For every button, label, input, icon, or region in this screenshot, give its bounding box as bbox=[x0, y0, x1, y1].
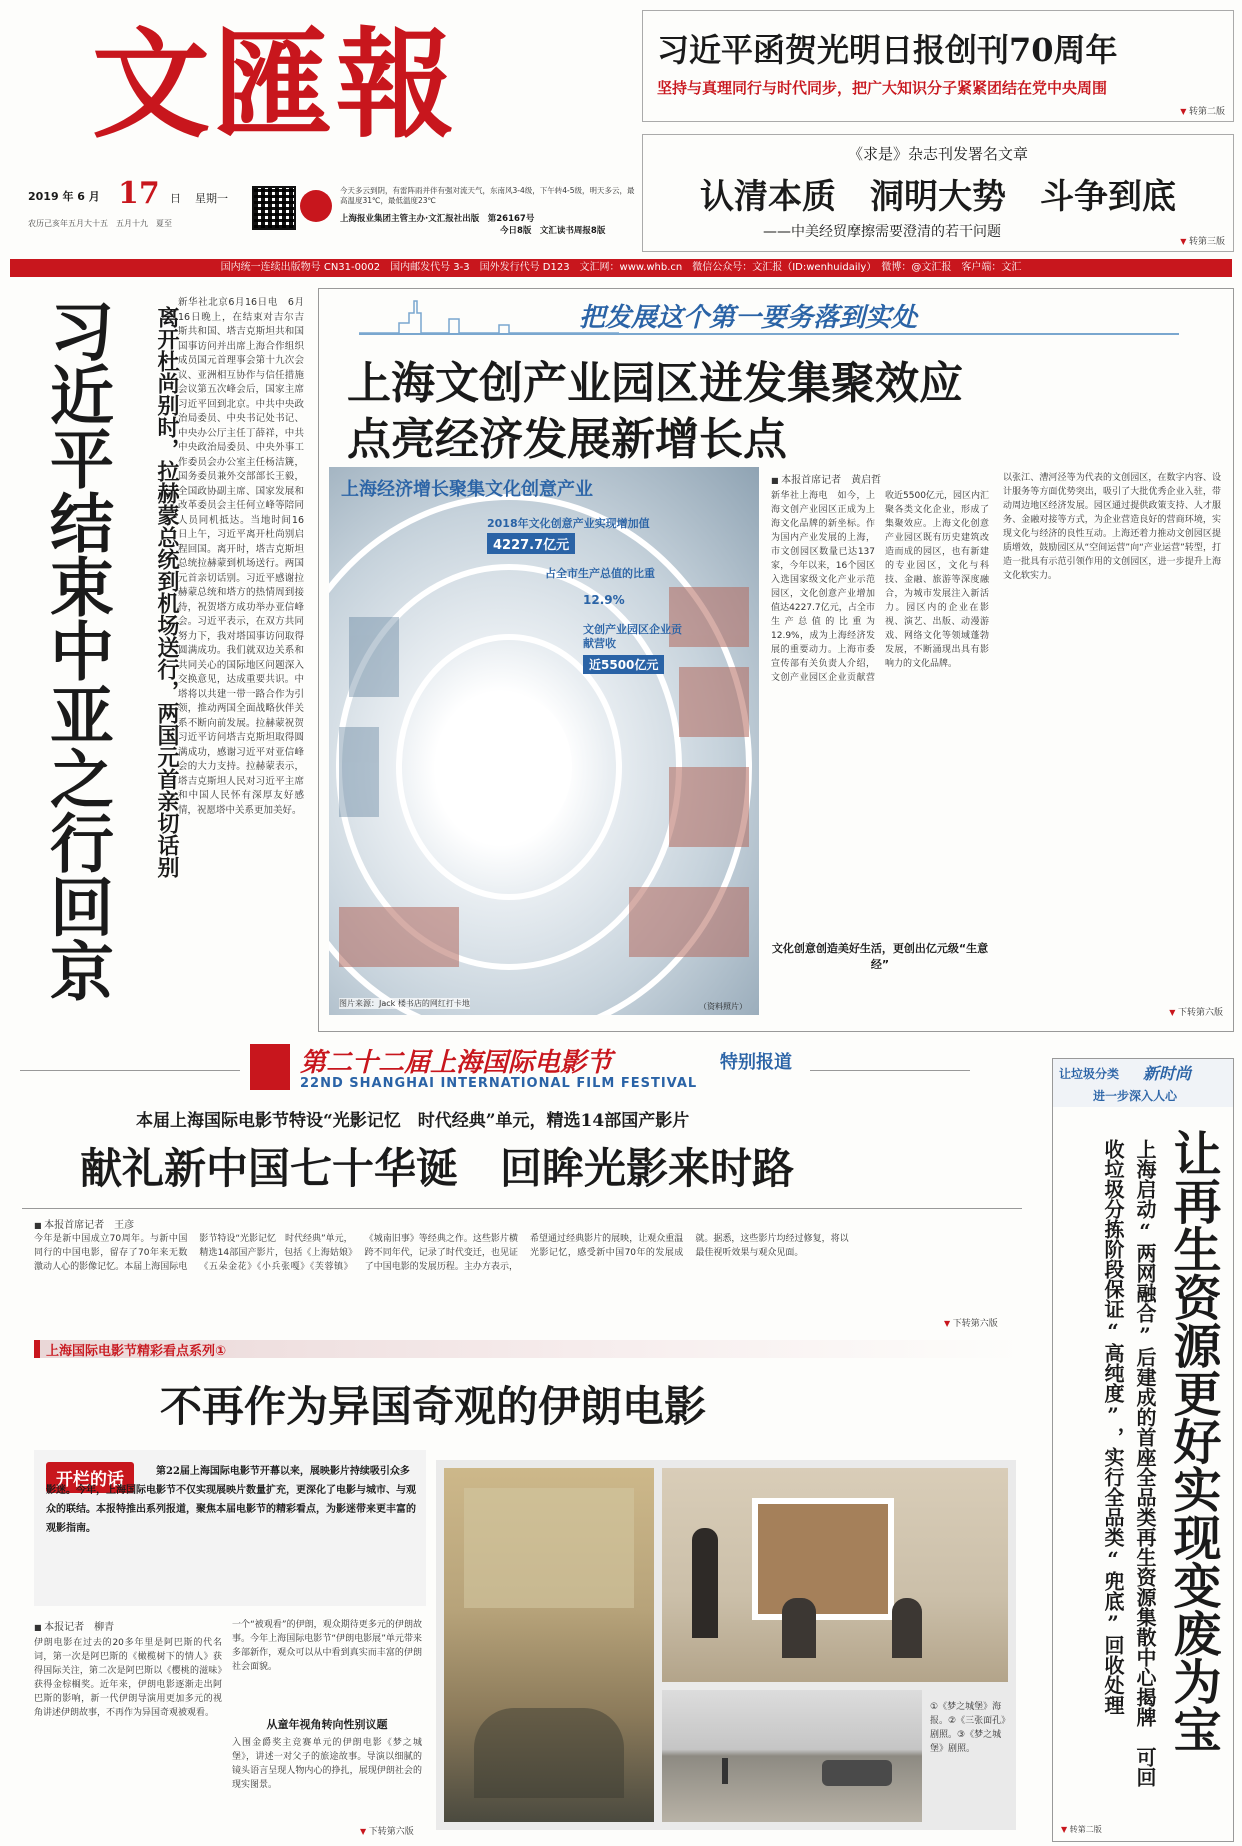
culture-subhead: 文化创意创造美好生活，更创出亿元级“生意经” bbox=[771, 942, 989, 971]
film-byline: ■ 本报首席记者 王彦 bbox=[34, 1216, 134, 1231]
publisher-line: 上海报业集团主管主办·文汇报社出版 第26167号 bbox=[340, 214, 535, 224]
lunar-date: 农历己亥年五月大十五 五月十九 夏至 bbox=[28, 219, 172, 228]
stat2-value: 12.9% bbox=[583, 593, 625, 607]
iran-byline: ■ 本报记者 柳青 bbox=[34, 1618, 114, 1633]
qiushi-kicker: 《求是》杂志刊发署名文章 bbox=[847, 145, 1028, 163]
photo-caption: 图片来源：Jack 楼书店的网红打卡地 bbox=[339, 999, 470, 1008]
culture-photo[interactable] bbox=[329, 467, 759, 1015]
recycling-banner-sub: 进一步深入人心 bbox=[1093, 1089, 1178, 1103]
film-rule bbox=[22, 1208, 1022, 1209]
stat1-label: 2018年文化创意产业实现增加值 bbox=[487, 517, 650, 530]
culture-headline-line2[interactable]: 点亮经济发展新增长点 bbox=[347, 414, 787, 465]
culture-banner-rule bbox=[359, 333, 1179, 335]
top-story-box[interactable] bbox=[642, 10, 1234, 122]
xi-body: 新华社北京6月16日电 6月16日晚上，在结束对吉尔吉斯共和国、塔吉克斯坦共和国国事访问并出席上海合作组织成员国元首理事会第十九次会议、亚洲相互协作与信任措施会议第五次峰会后，国家主席习近平回到北京。中共中央政治局委员、中央书记处书记、中央办公厅主任丁薛祥，中共中央政治局委员、中央外事工作委员会办公室主任杨洁篪，国务委员兼外交部部长王毅，全国政协副主席、国家发展和改革委员会主任何立峰等陪同人员同机抵达。当地时间16日上午，习近平离开杜尚别启程回国。离开时，塔吉克斯坦总统拉赫蒙到机场送行。两国元首亲切话别。习近平感谢拉赫蒙总统和塔方的热情周到接待，祝贺塔方成功举办亚信峰会。习近平表示，在双方共同努力下，我对塔国事访问取得圆满成功。我们就双边关系和共同关心的国际地区问题深入交换意见，达成重要共识。中塔将以共建一带一路合作为引领，推动两国全面战略伙伴关系不断向前发展。拉赫蒙祝贺习近平访问塔吉克斯坦取得圆满成功，感谢习近平对亚信峰会的大力支持。拉赫蒙表示，塔吉克斯坦人民对习近平主席和中国人民怀有深厚友好感情，祝愿塔中关系更加美好。 bbox=[178, 297, 304, 816]
iran-body: 伊朗电影在过去的20多年里是阿巴斯的代名词，第一次是阿巴斯的《橄榄树下的情人》获得国际关注，第二次是阿巴斯以《樱桃的滋味》获得金棕榈奖。近年来，伊朗电影逐渐走出阿巴斯的影响，新一代伊朗导演用更加多元的视角讲述伊朗故事，不再作为异国奇观被观看。 bbox=[34, 1638, 222, 1718]
recycling-banner-highlight: 新时尚 bbox=[1143, 1064, 1192, 1083]
page-count: 今日8版 文汇读书周报8版 bbox=[500, 226, 606, 236]
iran-headline[interactable]: 不再作为异国奇观的伊朗电影 bbox=[160, 1382, 707, 1431]
newspaper-logo: 文匯報 bbox=[92, 15, 459, 154]
iran-photo-caption: ①《梦之城堡》海报。②《三张面孔》剧照。③《梦之城堡》剧照。 bbox=[930, 1702, 1006, 1754]
recycling-jump[interactable]: ▼ 转第二版 bbox=[1061, 1824, 1102, 1835]
siff-rule-right bbox=[810, 1070, 970, 1071]
recycling-headline[interactable]: 让再生资源更好实现变废为宝 bbox=[1165, 1129, 1221, 1753]
recycling-box bbox=[1052, 1058, 1234, 1842]
opening-tag: 开栏的话 bbox=[46, 1462, 134, 1493]
culture-jump[interactable]: ▼ 下转第六版 bbox=[1169, 1005, 1223, 1018]
xi-headline[interactable]: 习近平结束中亚之行回京 bbox=[39, 298, 114, 1002]
iran-subhead: 从童年视角转向性别议题 bbox=[266, 1718, 388, 1731]
culture-byline: ■ 本报首席记者 黄启哲 bbox=[771, 471, 881, 486]
qiushi-box[interactable] bbox=[642, 134, 1234, 252]
stat3-value: 近5500亿元 bbox=[583, 655, 664, 674]
siff-logo-cn: 第二十二届上海国际电影节 bbox=[300, 1048, 613, 1078]
siff-logo-en: 22ND SHANGHAI INTERNATIONAL FILM FESTIVAL bbox=[300, 1076, 698, 1091]
date-month: 2019 年 6 月 bbox=[28, 190, 100, 203]
opening-box bbox=[34, 1450, 426, 1606]
culture-banner: 把发展这个第一要务落到实处 bbox=[579, 303, 918, 333]
masthead bbox=[0, 0, 640, 236]
stat2-label: 占全市生产总值的比重 bbox=[545, 567, 655, 580]
film-poster-image[interactable] bbox=[444, 1468, 654, 1822]
recycling-banner bbox=[1053, 1059, 1233, 1107]
iran-photos bbox=[436, 1460, 1016, 1830]
photo-credit: （资料照片） bbox=[699, 1002, 747, 1011]
top-story-title[interactable]: 习近平函贺光明日报创刊70周年 bbox=[657, 31, 1118, 69]
culture-story-box bbox=[318, 288, 1234, 1032]
culture-body: 新华社上海电 如今，上海文创产业园区正成为上海文化品牌的新坐标。作为国内产业发展的上海，市文创园区数量已达137家，今年以来，16个园区入选国家级文化产业示范园区，文化创意产业增加值达4227.7亿元，占全市生产总值的比重为12.9%，成为上海经济发展的重要动力。上海市委宣传部有关负责人介绍，文创产业园区企业贡献营收近5500亿元，园区内汇聚各类文化企业，形成了集聚效应。上海文化创意产业园区既有历史建筑改造而成的园区，也有新建的专业园区，文化与科技、金融、旅游等深度融合，为城市发展注入新活力。园区内的企业在影视、演艺、出版、动漫游戏、网络文化等领域蓬勃发展，不断涌现出具有影响力的文化品牌。 bbox=[771, 491, 989, 683]
iran-col2-body: 一个“被观看”的伊朗，观众期待更多元的伊朗故事。今年上海国际电影节“伊朗电影展”单元带来多部新作，观众可以从中看到真实而丰富的伊朗社会面貌。 bbox=[232, 1620, 422, 1672]
qr-code-icon bbox=[252, 186, 296, 230]
issue-day-suffix: 日 bbox=[170, 192, 181, 205]
film-headline[interactable]: 献礼新中国七十华诞 回眸光影来时路 bbox=[80, 1144, 795, 1193]
iran-col2-body2: 入围金爵奖主竞赛单元的伊朗电影《梦之城堡》，讲述一对父子的旅途故事。导演以细腻的镜头语言呈现人物内心的挣扎，展现伊朗社会的现实图景。 bbox=[232, 1738, 422, 1790]
top-story-jump[interactable]: ▼ 转第二版 bbox=[1180, 104, 1225, 117]
xi-subhead: 离开杜尚别时，拉赫蒙总统到机场送行，两国元首亲切话别 bbox=[154, 306, 179, 878]
publisher-emblem-icon bbox=[300, 190, 332, 222]
qiushi-jump[interactable]: ▼ 转第三版 bbox=[1180, 234, 1225, 247]
film-still-desert[interactable] bbox=[662, 1690, 922, 1822]
siff-logo-icon bbox=[250, 1044, 290, 1090]
iran-series-label: 上海国际电影节精彩看点系列① bbox=[46, 1344, 227, 1359]
top-story-subtitle: 坚持与真理同行与时代同步，把广大知识分子紧紧团结在党中央周围 bbox=[657, 79, 1108, 97]
qiushi-subtitle: ——中美经贸摩擦需要澄清的若干问题 bbox=[763, 224, 1001, 240]
recycling-subhead: 上海启动“两网融合”后建成的首座全品类再生资源集散中心揭牌 可回收垃圾分拣阶段保证“高纯度”，实行全品类“兜底”回收处理 bbox=[1101, 1139, 1157, 1787]
issue-weekday: 星期一 bbox=[195, 192, 228, 205]
stat1-value: 4227.7亿元 bbox=[487, 533, 575, 554]
iran-jump[interactable]: ▼ 下转第六版 bbox=[360, 1824, 414, 1837]
film-kicker: 本届上海国际电影节特设“光影记忆 时代经典”单元，精选14部国产影片 bbox=[136, 1111, 690, 1131]
issue-date bbox=[28, 188, 100, 204]
recycling-banner-tag: 让垃圾分类 bbox=[1059, 1067, 1120, 1081]
film-body: 今年是新中国成立70周年。与新中国同行的中国电影，留存了70年来无数激动人心的影像记忆。本届上海国际电影节特设“光影记忆 时代经典”单元，精选14部国产影片，包括《上海姑娘》《五朵金花》《小兵张嘎》《芙蓉镇》《城南旧事》等经典之作。这些影片横跨不同年代，记录了时代变迁，也见证了中国电影的发展历程。主办方表示，希望通过经典影片的展映，让观众重温光影记忆，感受新中国70年的发展成就。据悉，这些影片均经过修复，将以最佳视听效果与观众见面。 bbox=[34, 1234, 849, 1272]
stat3-label: 文创产业园区企业贡献营收 bbox=[583, 623, 682, 650]
culture-col3-body: 以张江、漕河泾等为代表的文创园区，在数字内容、设计服务等方面优势突出，吸引了大批优秀企业入驻，带动周边地区经济发展。园区通过提供政策支持、人才服务、金融对接等方式，为企业营造良好的营商环境，实现文化与经济的良性互动。上海还着力推动文创园区提质增效，鼓励园区从“空间运营”向“产业运营”转型，打造一批具有示范引领作用的文创园区，进一步提升上海文化软实力。 bbox=[1003, 473, 1221, 581]
siff-rule bbox=[20, 1070, 240, 1071]
film-festival-banner bbox=[250, 1040, 970, 1098]
info-bar: 国内统一连续出版物号 CN31-0002 国内邮发代号 3-3 国外发行代号 D123 文汇网：www.whb.cn 微信公众号：文汇报（ID:wenhuidaily） 微博：@文汇报 客户端：文汇 bbox=[10, 259, 1232, 277]
weather-text: 今天多云到阴，有雷阵雨并伴有强对流天气，东南风3-4级，下午转4-5级，明天多云，最高温度31℃，最低温度23℃ bbox=[340, 186, 635, 205]
film-jump[interactable]: ▼ 下转第六版 bbox=[944, 1316, 998, 1329]
qiushi-title[interactable]: 认清本质 洞明大势 斗争到底 bbox=[700, 177, 1176, 217]
infographic-title: 上海经济增长聚集文化创意产业 bbox=[341, 479, 593, 500]
opening-text: 第22届上海国际电影节开幕以来，展映影片持续吸引众多影迷。今年，上海国际电影节不仅实现展映片数量扩充，更深化了电影与城市、与观众的联结。本报特推出系列报道，聚焦本届电影节的精彩看点，为影迷带来更丰富的观影指南。 bbox=[46, 1466, 416, 1534]
issue-day: 17 bbox=[118, 176, 160, 211]
iran-series-tag bbox=[34, 1340, 1020, 1358]
siff-tag: 特别报道 bbox=[720, 1052, 792, 1073]
culture-headline-line1[interactable]: 上海文创产业园区迸发集聚效应 bbox=[347, 358, 963, 409]
film-still-courtyard[interactable] bbox=[662, 1468, 1008, 1682]
